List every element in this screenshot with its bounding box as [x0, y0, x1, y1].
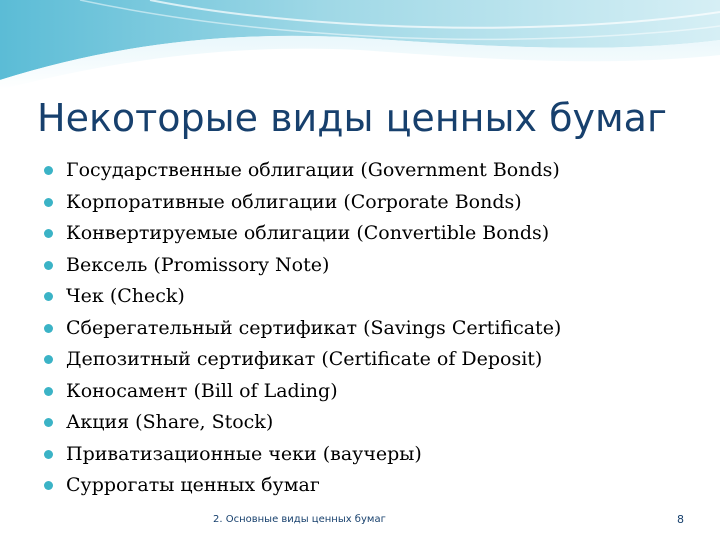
list-item [44, 344, 561, 376]
list-item [44, 376, 561, 408]
bullet-text: Чек (Check) [66, 285, 185, 307]
bullet-text: Депозитный сертификат (Certificate of Deposit) [66, 348, 543, 370]
bullet-text: Вексель (Promissory Note) [66, 253, 330, 276]
list-item [44, 187, 561, 219]
bullet-dot-icon [44, 481, 53, 490]
bullet-dot-icon [44, 292, 53, 301]
bullet-dot-icon [44, 355, 53, 364]
list-item [44, 218, 561, 250]
page-number: 8 [677, 513, 684, 526]
list-item [44, 281, 561, 313]
bullet-text: Сберегательный сертификат (Savings Certificate) [66, 316, 562, 339]
bullet-list [44, 155, 561, 502]
bullet-dot-icon [44, 229, 53, 238]
list-item [44, 470, 561, 502]
list-item [44, 250, 561, 282]
list-item [44, 407, 561, 439]
bullet-text: Приватизационные чеки (ваучеры) [66, 442, 422, 465]
list-item [44, 155, 561, 187]
bullet-dot-icon [44, 450, 53, 459]
list-item [44, 439, 561, 471]
bullet-text: Акция (Share, Stock) [66, 411, 274, 433]
slide-title: Некоторые виды ценных бумаг [37, 96, 667, 140]
bullet-dot-icon [44, 387, 53, 396]
header-wave-decoration [0, 0, 720, 90]
bullet-text: Конвертируемые облигации (Convertible Bonds) [66, 222, 550, 244]
bullet-dot-icon [44, 198, 53, 207]
list-item [44, 313, 561, 345]
bullet-dot-icon [44, 418, 53, 427]
footer-section-title: 2. Основные виды ценных бумаг [213, 514, 386, 525]
bullet-dot-icon [44, 166, 53, 175]
bullet-text: Корпоративные облигации (Corporate Bonds) [66, 190, 522, 213]
bullet-text: Суррогаты ценных бумаг [66, 474, 320, 496]
bullet-dot-icon [44, 324, 53, 333]
bullet-dot-icon [44, 261, 53, 270]
bullet-text: Коносамент (Bill of Lading) [66, 379, 338, 402]
bullet-text: Государственные облигации (Government Bonds) [66, 159, 560, 181]
